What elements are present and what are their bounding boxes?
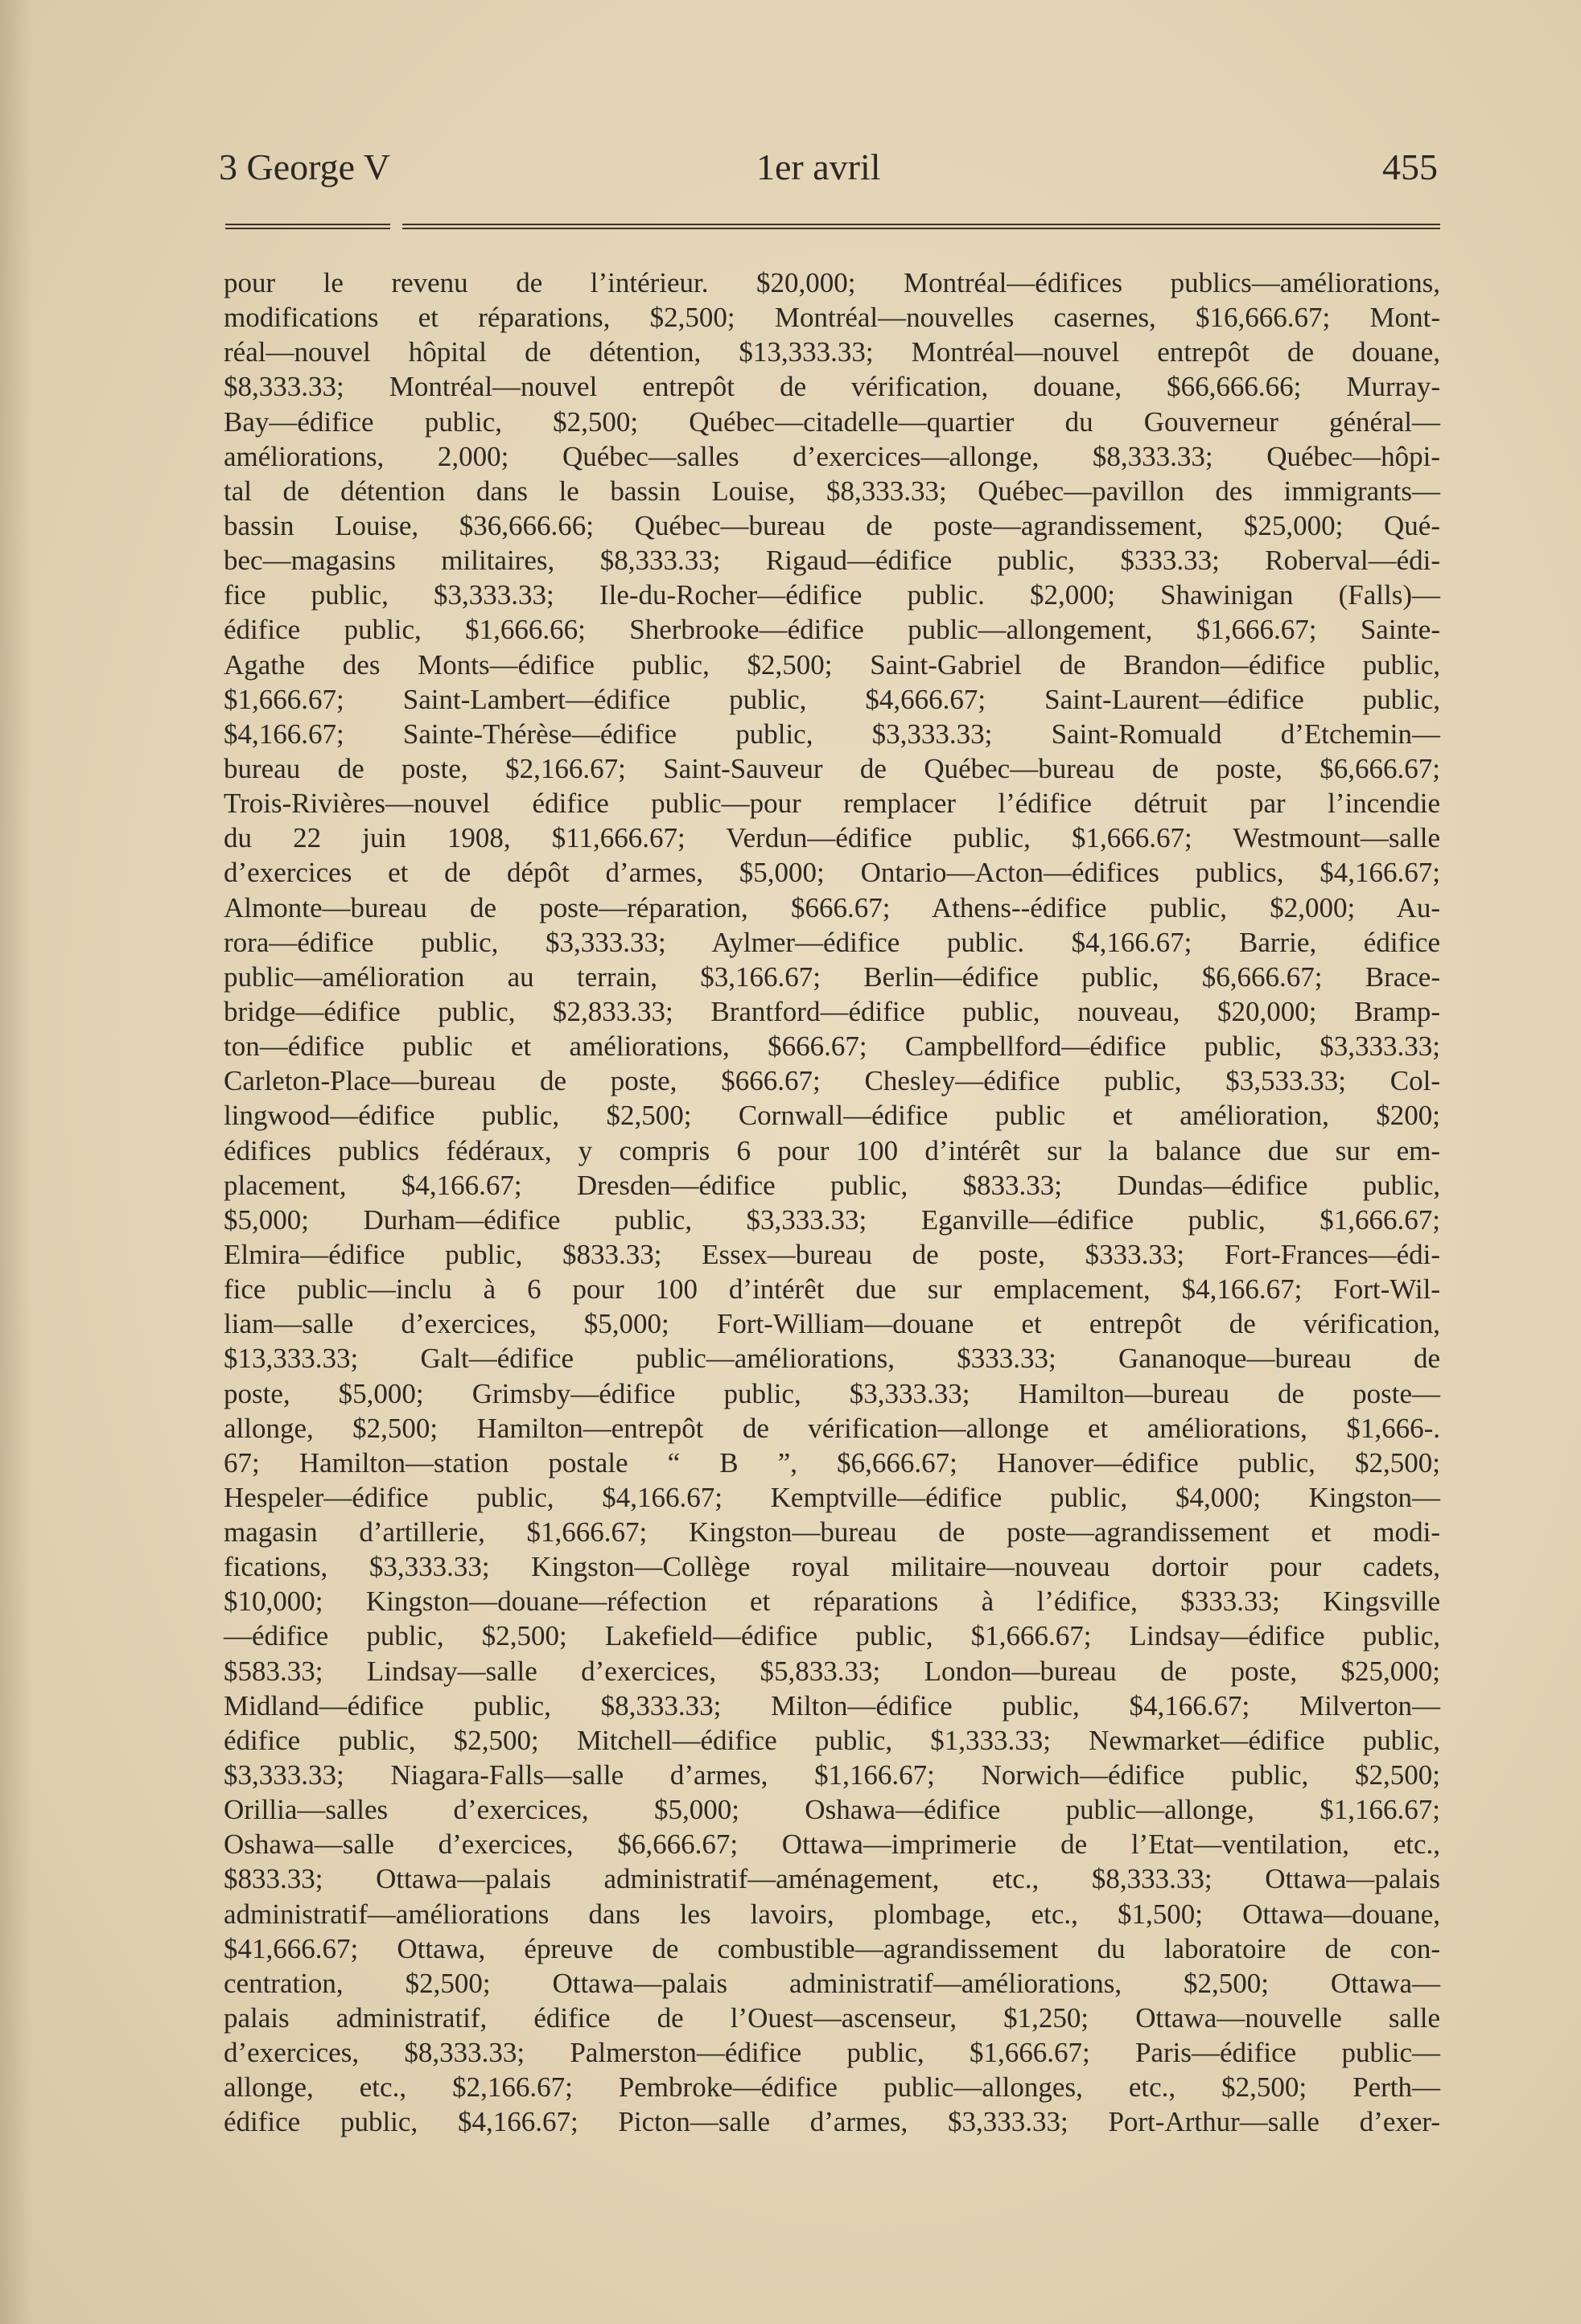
text-line: fice public, $3,333.33; Ile-du-Rocher—édifice public. $2,000; Shawinigan (Falls)— [224,579,1440,611]
text-line: Oshawa—salle d’exercices, $6,666.67; Ottawa—imprimerie de l’Etat—ventilation, etc., [224,1828,1440,1861]
text-line: placement, $4,166.67; Dresden—édifice public, $833.33; Dundas—édifice public, [224,1169,1440,1201]
text-line: du 22 juin 1908, $11,666.67; Verdun—édifice public, $1,666.67; Westmount—salle [224,822,1440,854]
text-line: $13,333.33; Galt—édifice public—améliorations, $333.33; Gananoque—bureau de [224,1343,1440,1375]
text-line: lingwood—édifice public, $2,500; Cornwall—édifice public et amélioration, $200; [224,1100,1440,1132]
text-line: $8,333.33; Montréal—nouvel entrepôt de vérification, douane, $66,666.66; Murray- [224,371,1440,403]
text-line: $4,166.67; Sainte-Thérèse—édifice public, $3,333.33; Saint-Romuald d’Etchemin— [224,718,1440,750]
text-line: Elmira—édifice public, $833.33; Essex—bureau de poste, $333.33; Fort-Frances—édi- [224,1238,1440,1270]
text-line: réal—nouvel hôpital de détention, $13,333.33; Montréal—nouvel entrepôt de douane, [224,336,1440,368]
text-line: tal de détention dans le bassin Louise, $8,333.33; Québec—pavillon des immigrants— [224,475,1440,507]
text-line: public—amélioration au terrain, $3,166.67; Berlin—édifice public, $6,666.67; Brace- [224,960,1440,993]
text-line: bassin Louise, $36,666.66; Québec—bureau de poste—agrandissement, $25,000; Qué- [224,509,1440,541]
text-line [224,2140,1440,2174]
text-line: Agathe des Monts—édifice public, $2,500; Saint-Gabriel de Brandon—édifice public, [224,648,1440,681]
text-line: $1,666.67; Saint-Lambert—édifice public, $4,666.67; Saint-Laurent—édifice public, [224,683,1440,715]
text-line: ton—édifice public et améliorations, $666.67; Campbellford—édifice public, $3,333.33; [224,1030,1440,1063]
text-line: $5,000; Durham—édifice public, $3,333.33; Eganville—édifice public, $1,666.67; [224,1203,1440,1236]
text-line: $833.33; Ottawa—palais administratif—aménagement, etc., $8,333.33; Ottawa—palais [224,1863,1440,1895]
text-line: édifice public, $4,166.67; Picton—salle d’armes, $3,333.33; Port-Arthur—salle d’exer- [224,2106,1440,2138]
text-line: Bay—édifice public, $2,500; Québec—citadelle—quartier du Gouverneur général— [224,405,1440,438]
text-line: $583.33; Lindsay—salle d’exercices, $5,833.33; London—bureau de poste, $25,000; [224,1655,1440,1687]
text-line: bureau de poste, $2,166.67; Saint-Sauveur de Québec—bureau de poste, $6,666.67; [224,752,1440,784]
binding-shadow [0,0,32,2324]
text-line: modifications et réparations, $2,500; Montréal—nouvelles casernes, $16,666.67; Mont- [224,302,1440,334]
header-date: 1er avril [756,146,881,187]
running-header [219,143,1438,199]
header-rule-long [402,224,1440,229]
text-line: $41,666.67; Ottawa, épreuve de combustible—agrandissement du laboratoire de con- [224,1932,1440,1964]
text-line: Carleton-Place—bureau de poste, $666.67; Chesley—édifice public, $3,533.33; Col- [224,1065,1440,1097]
text-line: $3,333.33; Niagara-Falls—salle d’armes, $1,166.67; Norwich—édifice public, $2,500; [224,1759,1440,1791]
text-line: Almonte—bureau de poste—réparation, $666.67; Athens--édifice public, $2,000; Au- [224,891,1440,923]
text-line: magasin d’artillerie, $1,666.67; Kingston—bureau de poste—agrandissement et modi- [224,1516,1440,1549]
text-line: Trois-Rivières—nouvel édifice public—pour remplacer l’édifice détruit par l’incendie [224,788,1440,820]
text-line: Hespeler—édifice public, $4,166.67; Kemptville—édifice public, $4,000; Kingston— [224,1481,1440,1513]
text-line: 67; Hamilton—station postale “ B ”, $6,666.67; Hanover—édifice public, $2,500; [224,1446,1440,1479]
header-regnal-year: 3 George V [219,146,390,187]
text-line: centration, $2,500; Ottawa—palais administratif—améliorations, $2,500; Ottawa— [224,1967,1440,1999]
text-line: pour le revenu de l’intérieur. $20,000; Montréal—édifices publics—améliorations, [224,267,1440,298]
text-line: —édifice public, $2,500; Lakefield—édifice public, $1,666.67; Lindsay—édifice public, [224,1620,1440,1652]
text-line: bec—magasins militaires, $8,333.33; Rigaud—édifice public, $333.33; Roberval—édi- [224,545,1440,577]
text-line: fice public—inclu à 6 pour 100 d’intérêt due sur emplacement, $4,166.67; Fort-Wil- [224,1273,1440,1306]
text-line: Midland—édifice public, $8,333.33; Milton—édifice public, $4,166.67; Milverton— [224,1689,1440,1721]
page-number: 455 [1382,146,1438,187]
text-line: d’exercices, $8,333.33; Palmerston—édifice public, $1,666.67; Paris—édifice public— [224,2037,1440,2069]
text-line: allonge, etc., $2,166.67; Pembroke—édifice public—allonges, etc., $2,500; Perth— [224,2071,1440,2104]
text-line: améliorations, 2,000; Québec—salles d’exercices—allonge, $8,333.33; Québec—hôpi- [224,440,1440,472]
text-line: édifice public, $1,666.66; Sherbrooke—édifice public—allongement, $1,666.67; Sainte- [224,614,1440,646]
text-line: édifice public, $2,500; Mitchell—édifice public, $1,333.33; Newmarket—édifice public, [224,1724,1440,1756]
text-line: Orillia—salles d’exercices, $5,000; Oshawa—édifice public—allonge, $1,166.67; [224,1794,1440,1826]
text-line: allonge, $2,500; Hamilton—entrepôt de vérification—allonge et améliorations, $1,666-. [224,1412,1440,1444]
header-rule-short [225,224,390,229]
text-line: liam—salle d’exercices, $5,000; Fort-William—douane et entrepôt de vérification, [224,1308,1440,1340]
text-line: bridge—édifice public, $2,833.33; Brantford—édifice public, nouveau, $20,000; Bramp- [224,995,1440,1027]
text-line: administratif—améliorations dans les lavoirs, plombage, etc., $1,500; Ottawa—douane, [224,1898,1440,1930]
text-line: poste, $5,000; Grimsby—édifice public, $3,333.33; Hamilton—bureau de poste— [224,1377,1440,1409]
text-line: fications, $3,333.33; Kingston—Collège royal militaire—nouveau dortoir pour cadets, [224,1551,1440,1583]
text-line: édifices publics fédéraux, y compris 6 pour 100 d’intérêt sur la balance due sur em- [224,1134,1440,1166]
text-line: d’exercices et de dépôt d’armes, $5,000; Ontario—Acton—édifices publics, $4,166.67; [224,857,1440,889]
text-line: palais administratif, édifice de l’Ouest—ascenseur, $1,250; Ottawa—nouvelle salle [224,2002,1440,2034]
text-line: $10,000; Kingston—douane—réfection et réparations à l’édifice, $333.33; Kingsville [224,1586,1440,1618]
body-text [224,265,1440,2174]
text-line: rora—édifice public, $3,333.33; Aylmer—édifice public. $4,166.67; Barrie, édifice [224,926,1440,958]
